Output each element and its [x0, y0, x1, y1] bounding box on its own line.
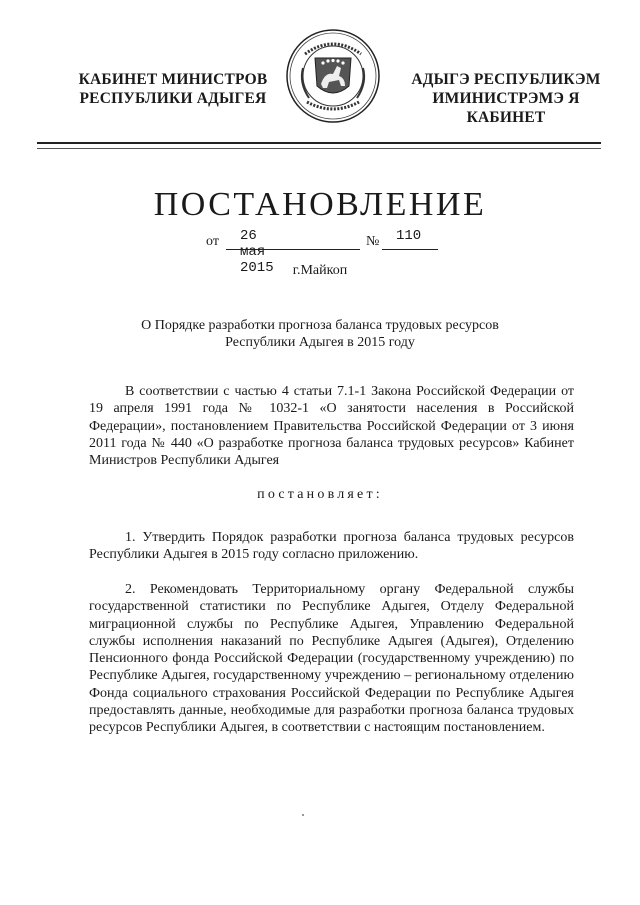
decree-word: постановляет:: [257, 487, 383, 502]
header-rule-thick: [37, 142, 601, 144]
subject-line1: О Порядке разработки прогноза баланса трудовых ресурсов: [141, 318, 499, 333]
number-label: №: [366, 234, 380, 249]
header-left-line2: РЕСПУБЛИКИ АДЫГЕЯ: [79, 90, 267, 107]
item-1-paragraph: 1. Утвердить Порядок разработки прогноза баланса трудовых ресурсов Республики Адыгея в 2015 году согласно приложению.: [89, 530, 574, 563]
document-subject: [100, 317, 540, 351]
header-right: [396, 70, 616, 127]
preamble-paragraph: В соответствии с частью 4 статьи 7.1-1 Закона Российской Федерации от 19 апреля 1991 года № 1032-1 «О занятости населения в Российской Федерации», постановлением Правительства Российской Федерации от 3 июня 2011 года № 440 «О разработке прогноза баланса трудовых ресурсов» Кабинет Министров Республики Адыгея: [89, 384, 574, 469]
date-value: 26 мая 2015: [240, 228, 274, 276]
header-left-line1: КАБИНЕТ МИНИСТРОВ: [78, 71, 268, 88]
header-right-line2: ИМИНИСТРЭМЭ Я КАБИНЕТ: [432, 90, 580, 126]
header-rule-thin: [37, 148, 601, 149]
number-value: 110: [396, 228, 422, 244]
item-2-paragraph: 2. Рекомендовать Территориальному органу Федеральной службы государственной статистики по Республике Адыгея, Отделу Федеральной миграционной службы по Республике Адыгея, Управлению Федеральной службы исполнения наказаний по Республике Адыгея (Адыгея), Отделению Пенсионного фонда Российской Федерации (государственному учреждению) по Республике Адыгея, государственному учреждению – региональному отделению Фонда социального страхования Российской Федерации по Республике Адыгея предоставлять данные, необходимые для разработки прогноза баланса трудовых ресурсов Республики Адыгея, в соответствии с настоящим постановлением.: [89, 582, 574, 736]
document-title: ПОСТАНОВЛЕНИЕ: [153, 186, 487, 223]
coat-of-arms-emblem: [285, 28, 381, 124]
date-underline: [226, 249, 360, 250]
date-from-label: от: [206, 234, 219, 249]
header-right-line1: АДЫГЭ РЕСПУБЛИКЭМ: [411, 71, 601, 88]
header-left: [78, 70, 268, 108]
subject-line2: Республики Адыгея в 2015 году: [225, 335, 415, 350]
city-name: г.Майкоп: [292, 263, 348, 278]
number-underline: [382, 249, 438, 250]
scan-speck: [302, 814, 304, 816]
